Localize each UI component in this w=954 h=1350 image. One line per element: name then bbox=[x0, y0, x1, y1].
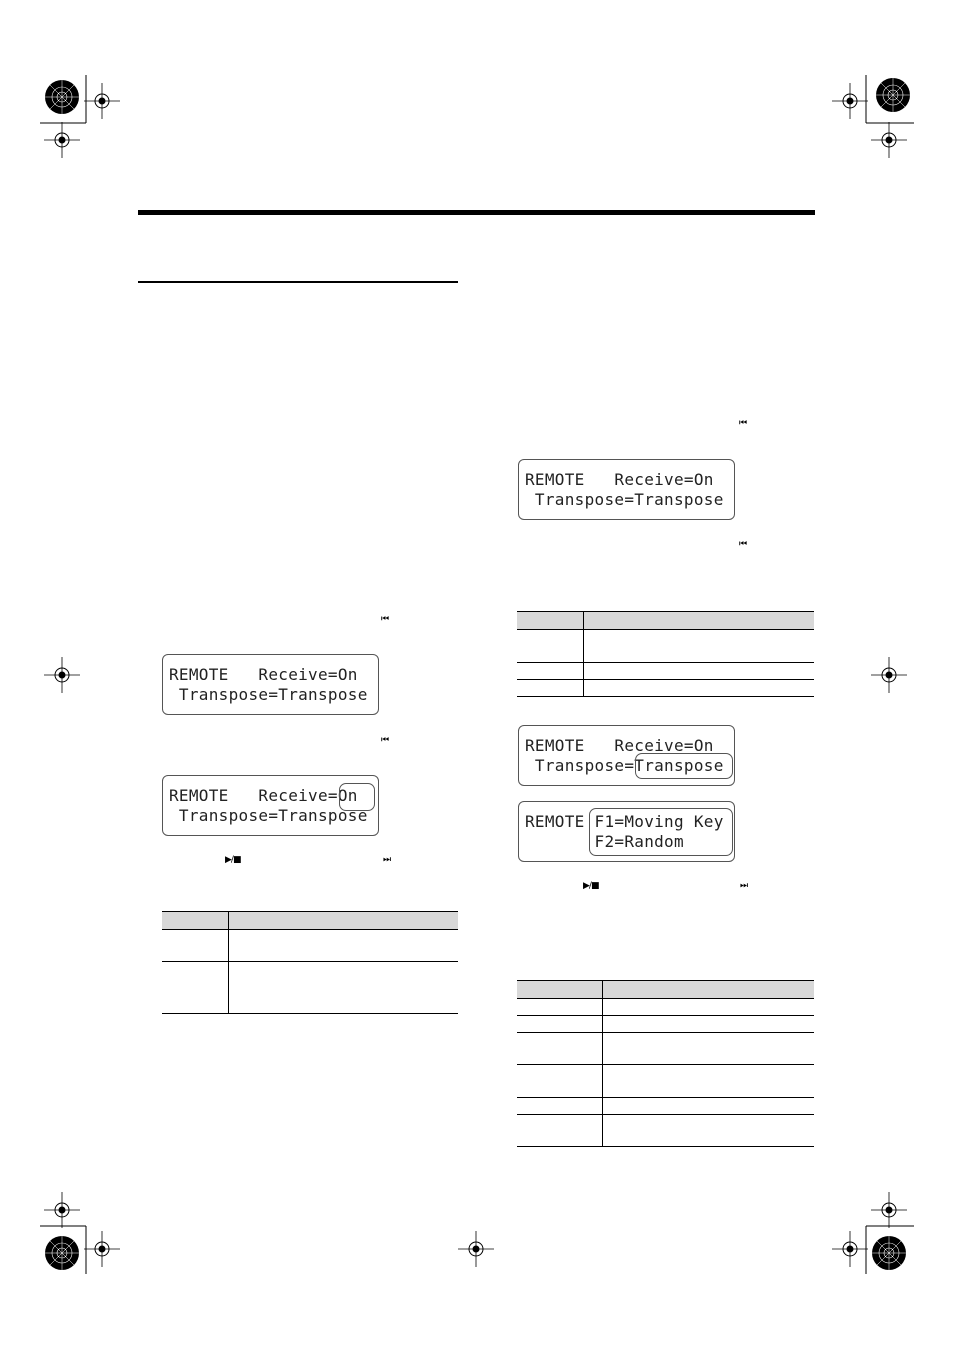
fast-forward-icon: ⏭ bbox=[383, 855, 391, 865]
rewind-icon: ⏮ bbox=[739, 539, 747, 549]
lcd-line-2: Transpose=Transpose bbox=[525, 490, 724, 509]
lcd-line-2: Transpose=Transpose bbox=[169, 806, 368, 825]
lcd-line-2: F2=Random bbox=[525, 832, 684, 851]
lcd-line-2: Transpose=Transpose bbox=[169, 685, 368, 704]
fast-forward-icon: ⏭ bbox=[740, 881, 748, 891]
rewind-icon: ⏮ bbox=[381, 735, 389, 745]
lcd-line-2: Transpose=Transpose bbox=[525, 756, 724, 775]
rewind-icon: ⏮ bbox=[381, 614, 389, 624]
lcd-line-1: REMOTE Receive=On bbox=[525, 736, 714, 755]
lcd-line-1: REMOTE Receive=On bbox=[169, 665, 358, 684]
rewind-icon: ⏮ bbox=[739, 418, 747, 428]
lcd-line-1: REMOTE Receive=On bbox=[169, 786, 358, 805]
lcd-line-1: REMOTE F1=Moving Key bbox=[525, 812, 724, 831]
lcd-line-1: REMOTE Receive=On bbox=[525, 470, 714, 489]
play-stop-icon: ▶/■ bbox=[583, 881, 599, 891]
play-stop-icon: ▶/■ bbox=[225, 855, 241, 865]
